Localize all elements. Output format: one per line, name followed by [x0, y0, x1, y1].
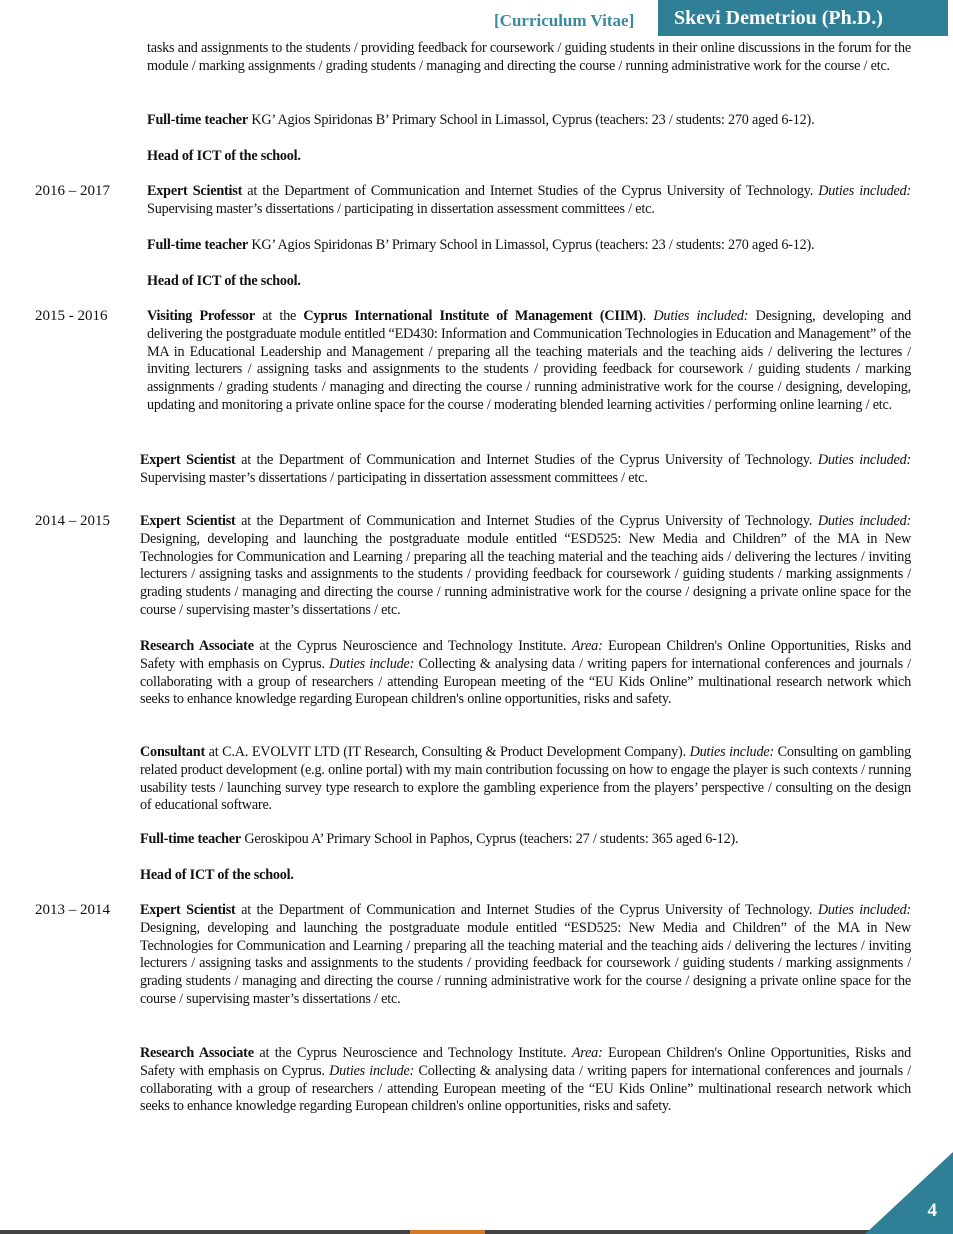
field-label: Duties include: — [329, 1062, 415, 1079]
role-title: Full-time teacher — [147, 112, 248, 128]
paragraph-text: at the Department of Communication and Internet Studies of the Cyprus University of Technology. — [242, 183, 819, 199]
paragraph-text: Designing, developing and launching the postgraduate module entitled “ESD525: New Media and Children” of the MA in New Technologies for Communication and Learning / preparing all the teaching material and the teaching aids / delivering the lectures / inviting lecturers / assigning tasks and assignments to the students / providing feedback for coursework / guiding students / marking assignments / grading students / managing and directing the course / running administrative work for the course / designing a private online space for the course / supervising master’s dissertations / etc. — [140, 919, 911, 1007]
entry-paragraph — [147, 148, 911, 166]
entry-paragraph — [147, 308, 911, 415]
paragraph-text: at the Department of Communication and Internet Studies of the Cyprus University of Technology. — [235, 902, 818, 918]
field-label: Duties included: — [817, 513, 911, 529]
field-label: Duties included: — [653, 308, 749, 324]
paragraph-text: Geroskipou A’ Primary School in Paphos, Cyprus (teachers: 27 / students: 365 aged 6-12). — [241, 831, 739, 847]
cv-label: [Curriculum Vitae] — [494, 11, 635, 30]
role-title: Consultant — [140, 744, 206, 760]
field-label: Duties included: — [818, 183, 911, 199]
role-title: Expert Scientist — [140, 902, 236, 918]
field-label: Duties included: — [817, 452, 911, 468]
paragraph-text: tasks and assignments to the students / providing feedback for coursework / guiding students in their online discussions in the forum for the module / marking assignments / grading students / managing and directing the course / running administrative work for the course / etc. — [147, 40, 911, 74]
role-title: Research Associate — [140, 638, 254, 654]
entry-paragraph — [140, 902, 911, 1009]
entry-year: 2013 – 2014 — [35, 902, 110, 918]
paragraph-text: . — [642, 308, 654, 324]
author-name-banner: Skevi Demetriou (Ph.D.) — [658, 0, 948, 36]
paragraph-text: at the — [254, 308, 304, 324]
role-title: Full-time teacher — [147, 237, 248, 253]
paragraph-text: Supervising master’s dissertations / participating in dissertation assessment committees / etc. — [140, 469, 648, 486]
entry-paragraph — [147, 40, 911, 76]
paragraph-text: at the Department of Communication and Internet Studies of the Cyprus University of Technology. — [235, 452, 818, 468]
paragraph-text: at C.A. EVOLVIT LTD (IT Research, Consulting & Product Development Company). — [205, 744, 690, 760]
field-label: Duties included: — [817, 902, 911, 918]
paragraph-text: KG’ Agios Spiridonas B’ Primary School in Limassol, Cyprus (teachers: 23 / students: 270 aged 6-12). — [248, 112, 815, 128]
role-title: Expert Scientist — [140, 452, 236, 468]
paragraph-text: Collecting & analysing data / writing papers for international conferences and journals / collaborating with a group of researchers / attending European meeting of the “EU Kids Online” multinational research network which seeks to enhance knowledge regarding European children's online opportunities, risks and safety. — [140, 1062, 912, 1115]
paragraph-text: Consulting on gambling related product development (e.g. online portal) with my main contribution focussing on how to engage the player is such contexts / running usability tests / launching survey type research to explore the gambling experience from the players’ perspective / consulting on the design of educational software. — [140, 744, 911, 814]
corner-triangle — [865, 1152, 953, 1234]
role-title: Full-time teacher — [140, 831, 241, 847]
entry-paragraph — [140, 1045, 911, 1116]
role-title: Cyprus International Institute of Management (CIIM) — [303, 308, 643, 324]
role-title: Head of ICT of the school. — [140, 867, 294, 883]
entry-year: 2014 – 2015 — [35, 513, 110, 529]
entry-paragraph — [147, 273, 911, 291]
bottom-rule-accent — [410, 1230, 485, 1234]
role-title: Research Associate — [140, 1045, 254, 1061]
entry-paragraph — [140, 513, 911, 620]
paragraph-text: European Children's Online Opportunities, Risks and Safety with emphasis on Cyprus. — [140, 638, 911, 672]
paragraph-text: at the Department of Communication and Internet Studies of the Cyprus University of Technology. — [235, 513, 818, 529]
paragraph-text: at the Cyprus Neuroscience and Technology Institute. — [253, 638, 572, 654]
page-number: 4 — [927, 1200, 937, 1221]
paragraph-text: at the Cyprus Neuroscience and Technology Institute. — [253, 1045, 572, 1061]
paragraph-text: European Children's Online Opportunities, Risks and Safety with emphasis on Cyprus. — [140, 1045, 911, 1079]
entry-paragraph — [140, 638, 911, 709]
entry-paragraph — [147, 112, 911, 130]
field-label: Area: — [571, 638, 603, 654]
bottom-rule — [0, 1230, 953, 1234]
entry-paragraph — [140, 744, 911, 815]
paragraph-text: KG’ Agios Spiridonas B’ Primary School in Limassol, Cyprus (teachers: 23 / students: 270 aged 6-12). — [248, 237, 815, 253]
role-title: Expert Scientist — [140, 513, 236, 529]
field-label: Duties include: — [689, 744, 774, 760]
field-label: Area: — [571, 1045, 603, 1061]
entry-paragraph — [140, 452, 911, 488]
entry-year: 2015 - 2016 — [35, 308, 108, 324]
role-title: Head of ICT of the school. — [147, 148, 301, 164]
paragraph-text: Supervising master’s dissertations / participating in dissertation assessment committees / etc. — [147, 200, 655, 217]
entry-paragraph — [147, 183, 911, 219]
field-label: Duties include: — [329, 655, 415, 672]
entry-paragraph — [147, 237, 911, 255]
entry-paragraph — [140, 831, 911, 849]
paragraph-text: Collecting & analysing data / writing papers for international conferences and journals / collaborating with a group of researchers / attending European meeting of the “EU Kids Online” multinational research network which seeks to enhance knowledge regarding European children's online opportunities, risks and safety. — [140, 655, 912, 708]
role-title: Visiting Professor — [147, 308, 255, 324]
role-title: Head of ICT of the school. — [147, 273, 301, 289]
entry-year: 2016 – 2017 — [35, 183, 110, 199]
role-title: Expert Scientist — [147, 183, 243, 199]
paragraph-text: Designing, developing and launching the postgraduate module entitled “ESD525: New Media and Children” of the MA in New Technologies for Communication and Learning / preparing all the teaching material and the teaching aids / delivering the lectures / inviting lecturers / assigning tasks and assignments to the students / providing feedback for coursework / guiding students / marking assignments / grading students / managing and directing the course / running administrative work for the course / designing a private online space for the course / supervising master’s dissertations / etc. — [140, 530, 911, 618]
paragraph-text: Designing, developing and delivering the postgraduate module entitled “ED430: Information and Communication Technologies in Education and Management” of the MA in Educational Leadership and Management / preparing all the teaching materials and the teaching aids / delivering the lectures / inviting lecturers / assigning tasks and assignments to the students / providing feedback for coursework / guiding students / marking assignments / grading students / managing and directing the course / running administrative work for the course / designing, developing, updating and monitoring a private online space for the course / moderating blended learning activities / performing online learning / etc. — [147, 308, 911, 413]
entry-paragraph — [140, 867, 911, 885]
